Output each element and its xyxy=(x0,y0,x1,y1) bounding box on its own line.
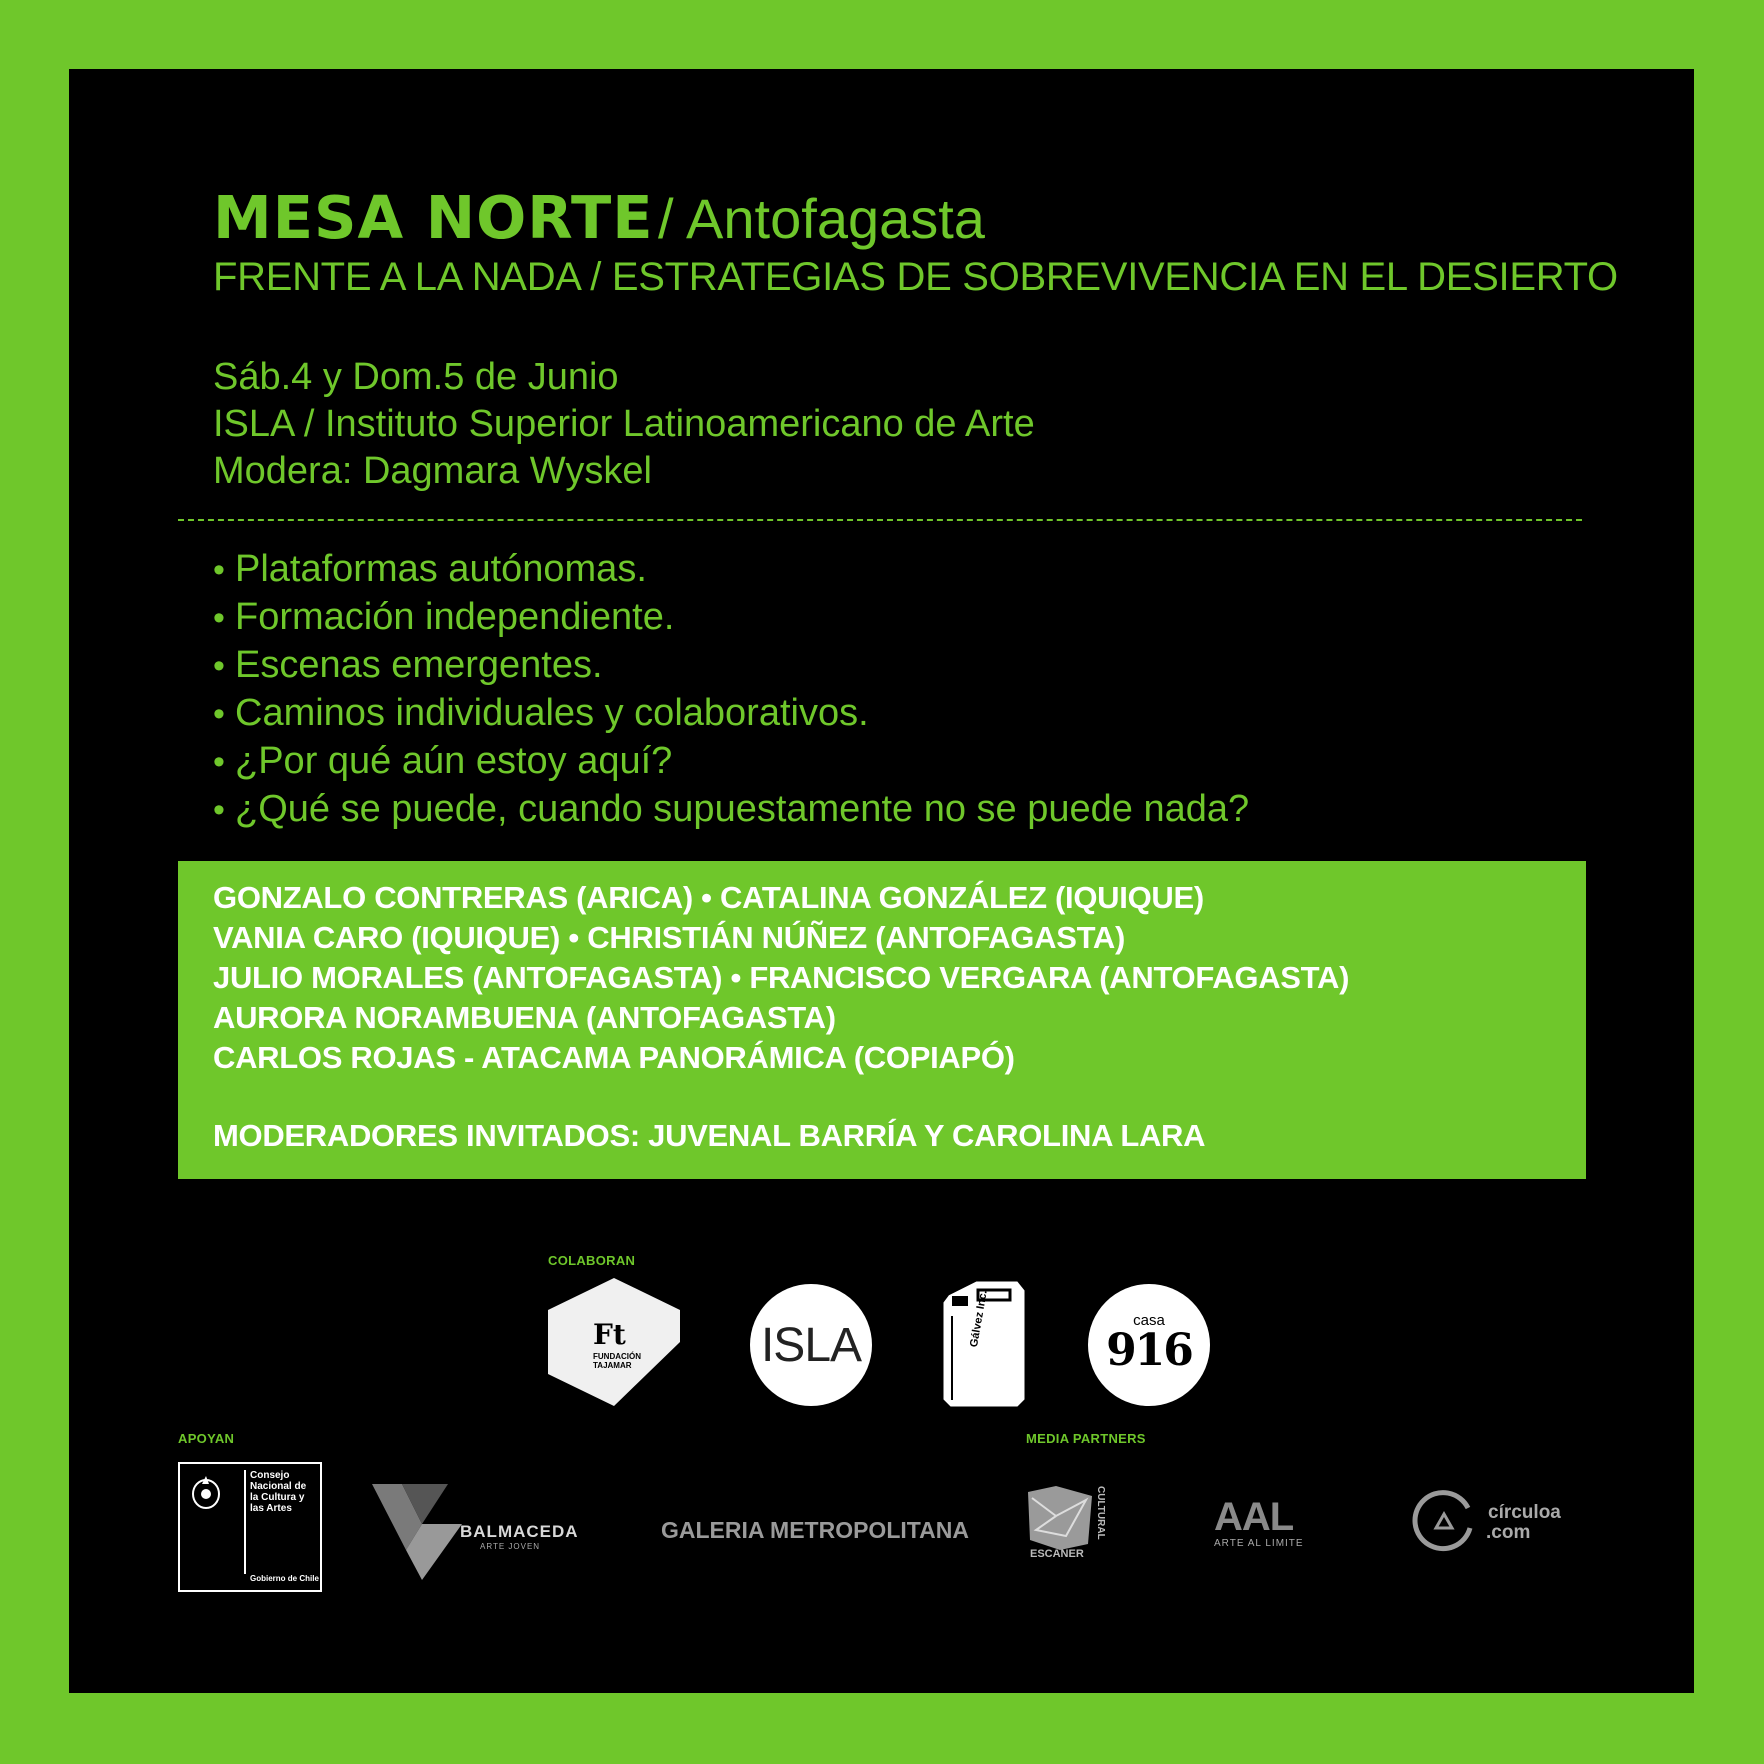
circle-triangle-icon xyxy=(1412,1488,1476,1552)
bullet-icon: • xyxy=(213,599,225,637)
event-date: Sáb.4 y Dom.5 de Junio xyxy=(213,356,619,398)
coat-of-arms-icon xyxy=(188,1472,224,1512)
event-location: / Antofagasta xyxy=(658,187,985,250)
topic-item: • Formación independiente. xyxy=(213,593,1249,641)
colaboran-label: COLABORAN xyxy=(548,1253,636,1268)
participant-line: VANIA CARO (IQUIQUE) • CHRISTIÁN NÚÑEZ (ANTOFAGASTA) xyxy=(213,920,1126,955)
arte-al-limite-logo: AAL ARTE AL LIMITE xyxy=(1214,1495,1304,1549)
event-venue: ISLA / Instituto Superior Latinoamericano de Arte xyxy=(213,403,1035,445)
circuloa-logo: círculoa .com xyxy=(1412,1488,1592,1558)
topic-item: • Plataformas autónomas. xyxy=(213,545,1249,593)
balmaceda-mark-icon xyxy=(372,1484,462,1580)
balmaceda-logo: BALMACEDA ARTE JOVEN xyxy=(372,1484,602,1580)
galeria-metropolitana-logo: GALERIA METROPOLITANA xyxy=(661,1517,969,1543)
bullet-icon: • xyxy=(213,551,225,589)
bullet-icon: • xyxy=(213,743,225,781)
escaner-cultural-logo: ESCANER CULTURAL xyxy=(1026,1486,1116,1564)
bullet-icon: • xyxy=(213,695,225,733)
guest-moderators: MODERADORES INVITADOS: JUVENAL BARRÍA Y CAROLINA LARA xyxy=(213,1118,1206,1153)
casa-916-logo: casa 916 xyxy=(1088,1284,1210,1406)
topic-item: • ¿Qué se puede, cuando supuestamente no se puede nada? xyxy=(213,785,1249,833)
isla-logo: ISLA xyxy=(750,1284,872,1406)
bullet-icon: • xyxy=(213,791,225,829)
topic-list xyxy=(213,545,1249,833)
title-row xyxy=(213,183,985,252)
event-title: MESA NORTE xyxy=(213,183,654,252)
topic-item: • ¿Por qué aún estoy aquí? xyxy=(213,737,1249,785)
apoyan-label: APOYAN xyxy=(178,1431,235,1446)
topic-item: • Caminos individuales y colaborativos. xyxy=(213,689,1249,737)
media-partners-label: MEDIA PARTNERS xyxy=(1026,1431,1146,1446)
event-moderator: Modera: Dagmara Wyskel xyxy=(213,450,652,492)
bullet-icon: • xyxy=(213,647,225,685)
fundacion-tajamar-logo: Ft FUNDACIÓN TAJAMAR xyxy=(548,1278,680,1406)
participant-list xyxy=(213,878,1349,1078)
galvez-inc-logo: Gálvez Inc. xyxy=(938,1276,1030,1410)
topic-item: • Escenas emergentes. xyxy=(213,641,1249,689)
participant-line: CARLOS ROJAS - ATACAMA PANORÁMICA (COPIAPÓ) xyxy=(213,1040,1015,1075)
crumpled-paper-icon xyxy=(1026,1486,1094,1550)
participant-line: GONZALO CONTRERAS (ARICA) • CATALINA GONZÁLEZ (IQUIQUE) xyxy=(213,880,1204,915)
event-subtitle: FRENTE A LA NADA / ESTRATEGIAS DE SOBREVIVENCIA EN EL DESIERTO xyxy=(213,255,1618,299)
participant-line: JULIO MORALES (ANTOFAGASTA) • FRANCISCO VERGARA (ANTOFAGASTA) xyxy=(213,960,1350,995)
consejo-cultura-logo: Consejo Nacional de la Cultura y las Artes Gobierno de Chile xyxy=(178,1462,322,1592)
participant-line: AURORA NORAMBUENA (ANTOFAGASTA) xyxy=(213,1000,836,1035)
dashed-divider xyxy=(178,519,1582,521)
